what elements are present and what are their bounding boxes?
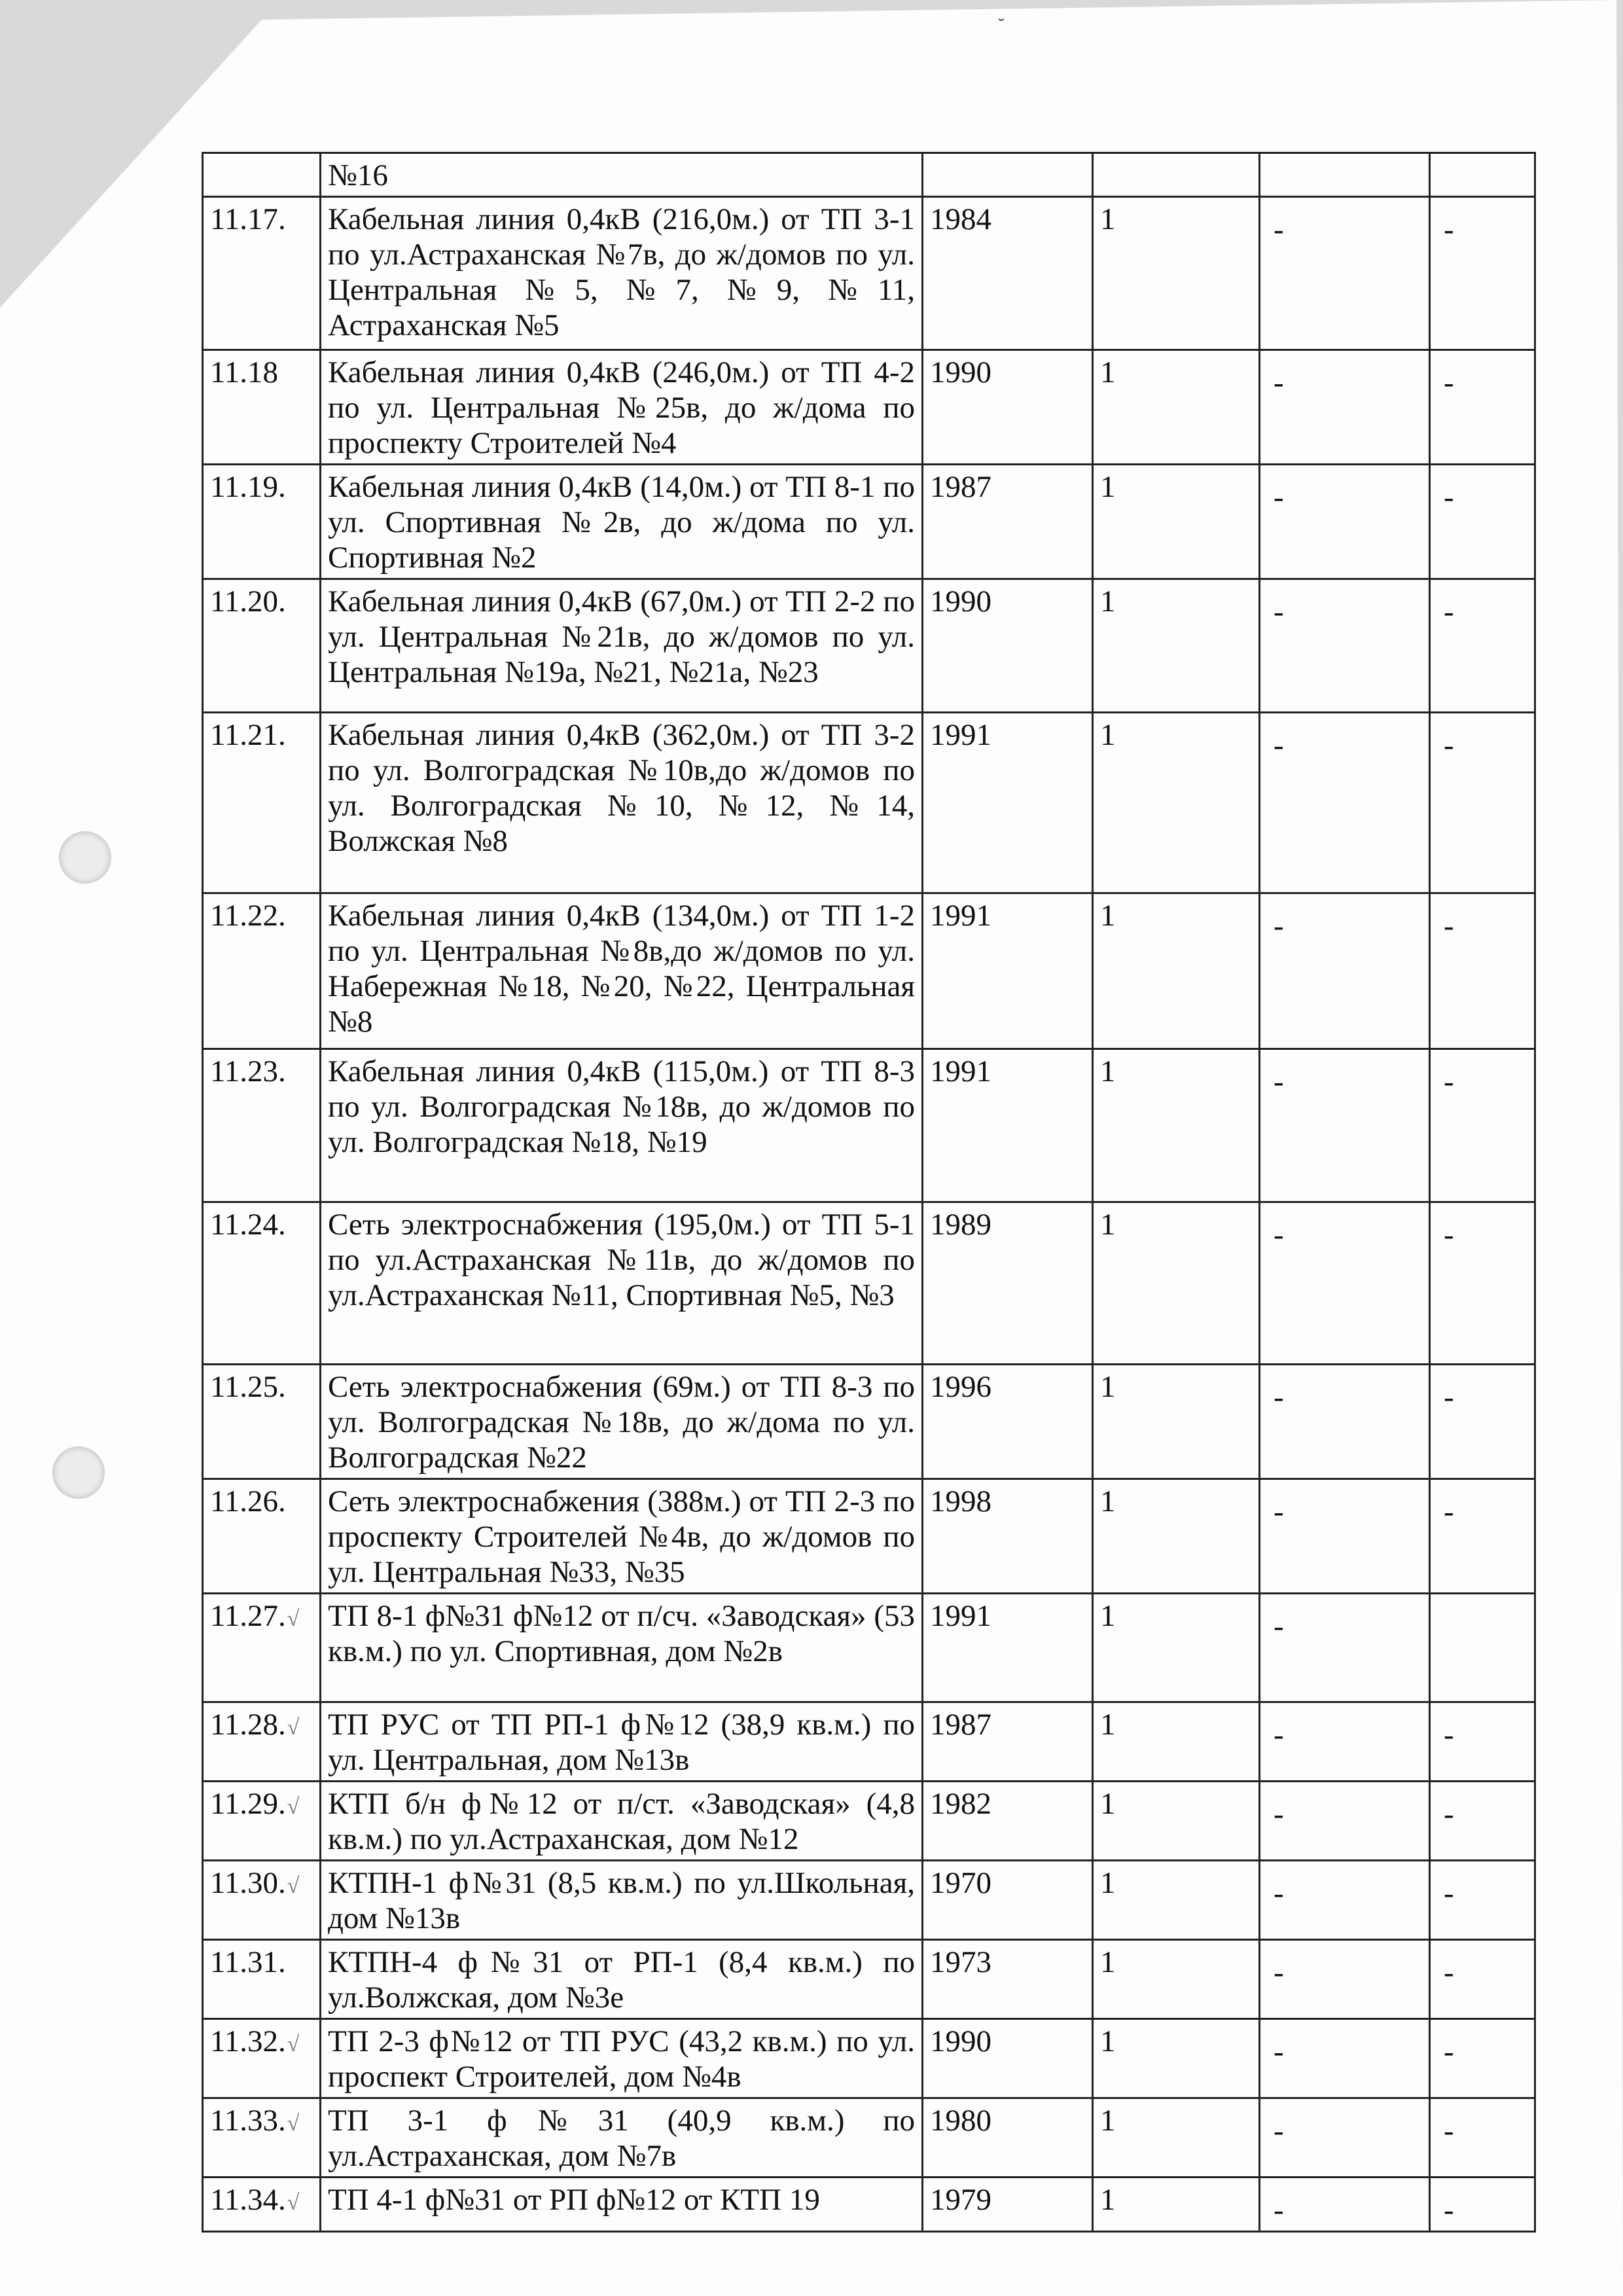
cell-number xyxy=(203,1049,321,1202)
table-row xyxy=(203,1479,1535,1594)
cell-description-text: Кабельная линия 0,4кВ (216,0м.) от ТП 3-1 по ул.Астраханская №7в, до ж/домов по ул. Центральная №5, №7, №9, №11, Астраханская №5 xyxy=(328,202,915,342)
cell-quantity xyxy=(1093,579,1260,713)
cell-col5 xyxy=(1260,2098,1430,2178)
check-mark-icon: √ xyxy=(287,2111,300,2136)
cell-col5 xyxy=(1260,465,1430,579)
cell-col5 xyxy=(1260,1594,1430,1702)
cell-year xyxy=(923,153,1093,197)
cell-col6 xyxy=(1430,197,1535,350)
cell-col5-text: - xyxy=(1274,2193,1284,2227)
cell-col5-text: - xyxy=(1274,2114,1284,2148)
cell-number xyxy=(203,2178,321,2232)
cell-year-text: 1990 xyxy=(930,584,991,619)
cell-description xyxy=(321,465,923,579)
cell-number xyxy=(203,1702,321,1782)
cell-col6 xyxy=(1430,579,1535,713)
cell-col6-text: - xyxy=(1444,2193,1454,2227)
cell-col6-text: - xyxy=(1444,2114,1454,2148)
cell-year xyxy=(923,2098,1093,2178)
cell-col5 xyxy=(1260,1479,1430,1594)
check-mark-icon: √ xyxy=(287,1795,300,1819)
cell-quantity-text: 1 xyxy=(1100,470,1116,504)
table-row xyxy=(203,579,1535,713)
cell-quantity-text: 1 xyxy=(1100,1708,1116,1742)
cell-description xyxy=(321,1702,923,1782)
cell-year-text: 1996 xyxy=(930,1370,991,1404)
cell-year xyxy=(923,1940,1093,2019)
check-mark-icon: √ xyxy=(287,2032,300,2056)
cell-description xyxy=(321,1479,923,1594)
table-row xyxy=(203,1782,1535,1861)
cell-quantity xyxy=(1093,1365,1260,1479)
cell-year xyxy=(923,1479,1093,1594)
cell-description xyxy=(321,1202,923,1365)
cell-description xyxy=(321,1365,923,1479)
cell-col5 xyxy=(1260,1702,1430,1782)
cell-number-text: 11.20. xyxy=(210,584,286,619)
cell-col6-text: - xyxy=(1444,366,1454,400)
cell-year xyxy=(923,2178,1093,2232)
table-row xyxy=(203,1202,1535,1365)
cell-quantity-text: 1 xyxy=(1100,2104,1116,2138)
cell-col5-text: - xyxy=(1274,1495,1284,1529)
table-row xyxy=(203,350,1535,465)
cell-col5-text: - xyxy=(1274,1956,1284,1990)
cell-quantity-text: 1 xyxy=(1100,1484,1116,1518)
cell-number xyxy=(203,893,321,1049)
cell-number xyxy=(203,2019,321,2098)
cell-number xyxy=(203,1594,321,1702)
cell-col6 xyxy=(1430,1049,1535,1202)
cell-description-text: Сеть электроснабжения (388м.) от ТП 2-3 по проспекту Строителей №4в, до ж/домов по ул. Центральная №33, №35 xyxy=(328,1484,915,1589)
cell-number-text: 11.32. xyxy=(210,2024,286,2058)
cell-quantity-text: 1 xyxy=(1100,718,1116,752)
cell-number-text: 11.17. xyxy=(210,202,286,236)
cell-col5-text: - xyxy=(1274,366,1284,400)
cell-description: №16 xyxy=(321,153,923,197)
cell-quantity xyxy=(1093,1202,1260,1365)
cell-col6-text: - xyxy=(1444,1218,1454,1252)
cell-year xyxy=(923,465,1093,579)
cell-number xyxy=(203,197,321,350)
cell-description-text: ТП 8-1 ф№31 ф№12 от п/сч. «Заводская» (53 кв.м.) по ул. Спортивная, дом №2в xyxy=(328,1599,915,1668)
cell-description-text: КТП б/н ф№12 от п/ст. «Заводская» (4,8 кв.м.) по ул.Астраханская, дом №12 xyxy=(328,1787,915,1856)
cell-number-text: 11.21. xyxy=(210,718,286,752)
cell-year xyxy=(923,2019,1093,2098)
cell-number-text: 11.26. xyxy=(210,1484,286,1518)
cell-col6 xyxy=(1430,153,1535,197)
cell-col6 xyxy=(1430,1365,1535,1479)
table-row xyxy=(203,2098,1535,2178)
cell-col6 xyxy=(1430,713,1535,893)
cell-description-text: Кабельная линия 0,4кВ (115,0м.) от ТП 8-3 по ул. Волгоградская №18в, до ж/домов по ул. Волгоградская №18, №19 xyxy=(328,1054,915,1159)
cell-year-text: 1987 xyxy=(930,1708,991,1742)
cell-quantity-text: 1 xyxy=(1100,1599,1116,1633)
cell-col5-text: - xyxy=(1274,595,1284,629)
table-row xyxy=(203,893,1535,1049)
cell-quantity-text: 1 xyxy=(1100,1787,1116,1821)
cell-col6 xyxy=(1430,1782,1535,1861)
cell-number xyxy=(203,713,321,893)
cell-description xyxy=(321,1594,923,1702)
cell-year-text: 1991 xyxy=(930,1599,991,1633)
cell-description xyxy=(321,350,923,465)
check-mark-icon: √ xyxy=(287,1607,300,1631)
cell-number-text: 11.22. xyxy=(210,899,286,933)
cell-year-text: 1991 xyxy=(930,718,991,752)
cell-year xyxy=(923,1782,1093,1861)
cell-number-text: 11.34. xyxy=(210,2183,286,2217)
cell-col6 xyxy=(1430,465,1535,579)
table-row xyxy=(203,2178,1535,2232)
table-body xyxy=(203,153,1535,2232)
cell-number-text: 11.31. xyxy=(210,1945,286,1979)
cell-col5 xyxy=(1260,1202,1430,1365)
cell-col6-text: - xyxy=(1444,1956,1454,1990)
cell-quantity-text: 1 xyxy=(1100,202,1116,236)
check-mark-icon: √ xyxy=(287,2191,300,2215)
cell-year-text: 1990 xyxy=(930,2024,991,2058)
cell-col5 xyxy=(1260,350,1430,465)
cell-description-text: ТП 2-3 ф№12 от ТП РУС (43,2 кв.м.) по ул. проспект Строителей, дом №4в xyxy=(328,2024,915,2094)
cell-col5 xyxy=(1260,2178,1430,2232)
cell-number xyxy=(203,1940,321,2019)
cell-number-text: 11.24. xyxy=(210,1208,286,1242)
cell-col6-text: - xyxy=(1444,213,1454,247)
cell-col5-text: - xyxy=(1274,728,1284,762)
cell-year-text: 1991 xyxy=(930,1054,991,1088)
cell-description xyxy=(321,1861,923,1940)
table-row xyxy=(203,1365,1535,1479)
cell-number-text: 11.25. xyxy=(210,1370,286,1404)
cell-year xyxy=(923,1594,1093,1702)
cell-col6-text: - xyxy=(1444,1718,1454,1752)
cell-col5 xyxy=(1260,713,1430,893)
cell-description-text: ТП РУС от ТП РП-1 ф№12 (38,9 кв.м.) по ул. Центральная, дом №13в xyxy=(328,1708,915,1777)
table-row xyxy=(203,2019,1535,2098)
check-mark-icon: √ xyxy=(287,1874,300,1898)
cell-col6-text: - xyxy=(1444,1380,1454,1414)
punch-hole-bottom xyxy=(52,1446,105,1499)
cell-description xyxy=(321,2019,923,2098)
pen-mark: ˘ xyxy=(998,14,1005,36)
punch-hole-top xyxy=(59,831,111,884)
cell-quantity-text: 1 xyxy=(1100,1370,1116,1404)
cell-col5 xyxy=(1260,579,1430,713)
cell-col6 xyxy=(1430,1702,1535,1782)
cell-col6 xyxy=(1430,1940,1535,2019)
table-row xyxy=(203,1594,1535,1702)
cell-number xyxy=(203,350,321,465)
cell-quantity xyxy=(1093,1594,1260,1702)
cell-description xyxy=(321,2098,923,2178)
cell-number xyxy=(203,1861,321,1940)
cell-quantity xyxy=(1093,153,1260,197)
cell-number-text: 11.27. xyxy=(210,1599,286,1633)
cell-description-text: Кабельная линия 0,4кВ (362,0м.) от ТП 3-2 по ул. Волгоградская №10в,до ж/домов по ул. Волгоградская №10, №12, №14, Волжская №8 xyxy=(328,718,915,858)
cell-year xyxy=(923,1365,1093,1479)
cell-col5 xyxy=(1260,1861,1430,1940)
cell-col5 xyxy=(1260,893,1430,1049)
cell-col6 xyxy=(1430,1861,1535,1940)
table-row xyxy=(203,1940,1535,2019)
table-row xyxy=(203,465,1535,579)
cell-description xyxy=(321,579,923,713)
cell-description-text: Кабельная линия 0,4кВ (246,0м.) от ТП 4-2 по ул. Центральная №25в, до ж/дома по проспекту Строителей №4 xyxy=(328,355,915,460)
cell-quantity xyxy=(1093,1782,1260,1861)
cell-quantity-text: 1 xyxy=(1100,1866,1116,1900)
cell-col6 xyxy=(1430,1594,1535,1702)
cell-quantity xyxy=(1093,1861,1260,1940)
cell-year-text: 1991 xyxy=(930,899,991,933)
table-row-fragment xyxy=(203,153,1535,197)
cell-year-text: 1989 xyxy=(930,1208,991,1242)
cell-description-text: Сеть электроснабжения (195,0м.) от ТП 5-1 по ул.Астраханская №11в, до ж/домов по ул.Астраханская №11, Спортивная №5, №3 xyxy=(328,1208,915,1312)
cell-description xyxy=(321,1049,923,1202)
cell-col6 xyxy=(1430,350,1535,465)
cell-description-text: Кабельная линия 0,4кВ (14,0м.) от ТП 8-1 по ул. Спортивная №2в, до ж/дома по ул. Спортивная №2 xyxy=(328,470,915,575)
cell-col5 xyxy=(1260,1049,1430,1202)
table-row xyxy=(203,1702,1535,1782)
cell-col5-text: - xyxy=(1274,1065,1284,1099)
cell-col6-text: - xyxy=(1444,2035,1454,2069)
cell-year xyxy=(923,579,1093,713)
cell-quantity xyxy=(1093,2019,1260,2098)
cell-description xyxy=(321,893,923,1049)
cell-quantity-text: 1 xyxy=(1100,2024,1116,2058)
cell-year xyxy=(923,713,1093,893)
cell-description-text: Кабельная линия 0,4кВ (67,0м.) от ТП 2-2 по ул. Центральная №21в, до ж/домов по ул. Центральная №19а, №21, №21а, №23 xyxy=(328,584,915,689)
cell-col5 xyxy=(1260,1782,1430,1861)
cell-year xyxy=(923,197,1093,350)
cell-description xyxy=(321,2178,923,2232)
cell-number-text: 11.28. xyxy=(210,1708,286,1742)
cell-description-text: КТПН-1 ф№31 (8,5 кв.м.) по ул.Школьная, дом №13в xyxy=(328,1866,915,1935)
cell-col5-text: - xyxy=(1274,909,1284,943)
cell-number xyxy=(203,579,321,713)
cell-year-text: 1984 xyxy=(930,202,991,236)
cell-quantity xyxy=(1093,2178,1260,2232)
check-mark-icon: √ xyxy=(287,1715,300,1740)
cell-number-text: 11.29. xyxy=(210,1787,286,1821)
cell-number xyxy=(203,2098,321,2178)
cell-col6 xyxy=(1430,2098,1535,2178)
cell-number-text: 11.23. xyxy=(210,1054,286,1088)
cell-col5 xyxy=(1260,197,1430,350)
cell-year-text: 1998 xyxy=(930,1484,991,1518)
cell-number-text: 11.18 xyxy=(210,355,279,389)
cell-year-text: 1982 xyxy=(930,1787,991,1821)
cell-quantity xyxy=(1093,893,1260,1049)
cell-quantity xyxy=(1093,350,1260,465)
cell-description-text: КТПН-4 ф№31 от РП-1 (8,4 кв.м.) по ул.Волжская, дом №3е xyxy=(328,1945,915,2015)
cell-number xyxy=(203,1782,321,1861)
cell-col6 xyxy=(1430,1479,1535,1594)
cell-number xyxy=(203,153,321,197)
cell-year xyxy=(923,1861,1093,1940)
cell-year-text: 1990 xyxy=(930,355,991,389)
cell-description-text: ТП 3-1 ф№31 (40,9 кв.м.) по ул.Астраханская, дом №7в xyxy=(328,2104,915,2173)
table-row xyxy=(203,1861,1535,1940)
cell-col6-text: - xyxy=(1444,1495,1454,1529)
cell-quantity xyxy=(1093,465,1260,579)
cell-year xyxy=(923,1202,1093,1365)
cell-quantity xyxy=(1093,1049,1260,1202)
cell-col5-text: - xyxy=(1274,1797,1284,1831)
cell-quantity xyxy=(1093,1940,1260,2019)
cell-col5-text: - xyxy=(1274,213,1284,247)
cell-year xyxy=(923,1702,1093,1782)
table-row xyxy=(203,197,1535,350)
cell-quantity xyxy=(1093,713,1260,893)
cell-year-text: 1970 xyxy=(930,1866,991,1900)
cell-number xyxy=(203,1202,321,1365)
cell-col6-text: - xyxy=(1444,480,1454,514)
table-row xyxy=(203,713,1535,893)
cell-year-text: 1980 xyxy=(930,2104,991,2138)
cell-description-text: ТП 4-1 ф№31 от РП ф№12 от КТП 19 xyxy=(328,2183,820,2217)
cell-col5 xyxy=(1260,1940,1430,2019)
cell-number-text: 11.30. xyxy=(210,1866,286,1900)
table-row xyxy=(203,1049,1535,1202)
cell-col6 xyxy=(1430,1202,1535,1365)
cell-description xyxy=(321,1782,923,1861)
cell-col6-text: - xyxy=(1444,1876,1454,1910)
cell-quantity-text: 1 xyxy=(1100,1945,1116,1979)
cell-col6 xyxy=(1430,2019,1535,2098)
cell-col5-text: - xyxy=(1274,1380,1284,1414)
cell-description-text: Сеть электроснабжения (69м.) от ТП 8-3 по ул. Волгоградская №18в, до ж/дома по ул. Волгоградская №22 xyxy=(328,1370,915,1475)
cell-description xyxy=(321,713,923,893)
cell-col6 xyxy=(1430,2178,1535,2232)
cell-year-text: 1973 xyxy=(930,1945,991,1979)
cell-quantity-text: 1 xyxy=(1100,899,1116,933)
cell-quantity-text: 1 xyxy=(1100,1054,1116,1088)
cell-col5 xyxy=(1260,153,1430,197)
cell-year xyxy=(923,1049,1093,1202)
cell-col6-text: - xyxy=(1444,1797,1454,1831)
cell-col6-text: - xyxy=(1444,728,1454,762)
cell-quantity xyxy=(1093,197,1260,350)
cell-col5 xyxy=(1260,2019,1430,2098)
cell-quantity-text: 1 xyxy=(1100,584,1116,619)
cell-col6-text: - xyxy=(1444,595,1454,629)
cell-number xyxy=(203,1365,321,1479)
cell-col6 xyxy=(1430,893,1535,1049)
cell-col5-text: - xyxy=(1274,2035,1284,2069)
cell-col5-text: - xyxy=(1274,1218,1284,1252)
cell-quantity xyxy=(1093,1702,1260,1782)
cell-description xyxy=(321,1940,923,2019)
cell-year-text: 1987 xyxy=(930,470,991,504)
cell-year xyxy=(923,350,1093,465)
cell-col5 xyxy=(1260,1365,1430,1479)
cell-number xyxy=(203,465,321,579)
cell-quantity xyxy=(1093,1479,1260,1594)
cell-description xyxy=(321,197,923,350)
cell-col5-text: - xyxy=(1274,1876,1284,1910)
cell-number-text: 11.33. xyxy=(210,2104,286,2138)
cell-number xyxy=(203,1479,321,1594)
cell-col5-text: - xyxy=(1274,1609,1284,1643)
cell-number-text: 11.19. xyxy=(210,470,286,504)
cell-quantity-text: 1 xyxy=(1100,1208,1116,1242)
cell-quantity xyxy=(1093,2098,1260,2178)
cell-col5-text: - xyxy=(1274,1718,1284,1752)
cell-quantity-text: 1 xyxy=(1100,355,1116,389)
cell-col6-text: - xyxy=(1444,1065,1454,1099)
cell-description-text: Кабельная линия 0,4кВ (134,0м.) от ТП 1-2 по ул. Центральная №8в,до ж/домов по ул. Набережная №18, №20, №22, Центральная №8 xyxy=(328,899,915,1039)
inventory-table xyxy=(202,152,1536,2233)
cell-col5-text: - xyxy=(1274,480,1284,514)
cell-quantity-text: 1 xyxy=(1100,2183,1116,2217)
cell-year xyxy=(923,893,1093,1049)
cell-col6-text: - xyxy=(1444,909,1454,943)
cell-year-text: 1979 xyxy=(930,2183,991,2217)
